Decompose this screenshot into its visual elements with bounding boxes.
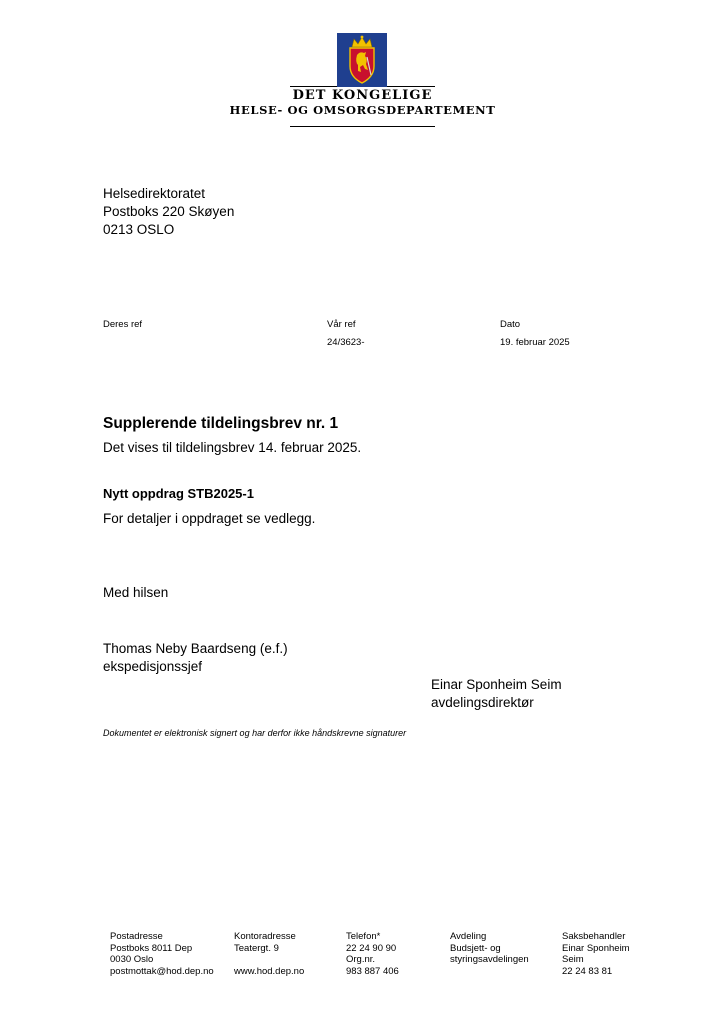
recipient-name: Helsedirektoratet: [103, 186, 206, 201]
date-label: Dato: [500, 319, 521, 330]
footer-department: [450, 931, 529, 977]
footer-cell: Seim: [562, 954, 584, 965]
signature-right: [431, 676, 562, 712]
footer-cell: Teatergt. 9: [234, 942, 279, 954]
footer-cell: Kontoradresse: [234, 931, 296, 942]
letter-title: Supplerende tildelingsbrev nr. 1: [103, 415, 339, 432]
footer-case-officer: [562, 931, 630, 977]
footer-email[interactable]: postmottak@hod.dep.no: [110, 965, 214, 977]
assignment-heading: Nytt oppdrag STB2025-1: [103, 486, 254, 501]
footer-cell: [234, 954, 304, 966]
signatory-right-title: avdelingsdirektør: [431, 695, 534, 710]
date-value: 19. februar 2025: [500, 337, 570, 348]
footer-website[interactable]: www.hod.dep.no: [234, 965, 305, 977]
signatory-left-title: ekspedisjonssjef: [103, 659, 203, 674]
footer-cell: Saksbehandler: [562, 931, 626, 942]
ministry-name-line1: DET KONGELIGE: [292, 88, 433, 103]
signatory-left-name: Thomas Neby Baardseng (e.f.): [103, 641, 288, 656]
electronic-signature-note: Dokumentet er elektronisk signert og har derfor ikke håndskrevne signaturer: [103, 728, 407, 738]
footer-cell: Postadresse: [110, 931, 163, 942]
var-ref-value: 24/3623-: [327, 337, 365, 348]
footer-cell: 22 24 90 90: [346, 942, 397, 954]
footer-cell: Postboks 8011 Dep: [110, 942, 193, 954]
footer-cell: Einar Sponheim: [562, 942, 630, 954]
signatory-right-name: Einar Sponheim Seim: [431, 677, 562, 692]
footer-cell: 0030 Oslo: [110, 954, 154, 965]
footer-postal-address: [110, 931, 214, 977]
footer-cell: Org.nr.: [346, 954, 376, 965]
deres-ref-label: Deres ref: [103, 319, 143, 330]
footer-office-address: [234, 931, 304, 977]
footer-phone: [346, 931, 399, 977]
recipient-po-box: Postboks 220 Skøyen: [103, 204, 235, 219]
footer-cell: [450, 966, 529, 978]
letter-intro: Det vises til tildelingsbrev 14. februar 2025.: [103, 440, 362, 455]
footer-cell: styringsavdelingen: [450, 954, 529, 965]
recipient-postal: 0213 OSLO: [103, 222, 175, 237]
footer-cell: Avdeling: [450, 931, 487, 942]
ministry-logo: [215, 30, 510, 130]
signature-left: [103, 640, 288, 676]
logo-rule-bottom: [290, 126, 435, 127]
closing-greeting: Med hilsen: [103, 585, 169, 600]
footer-cell: Budsjett- og: [450, 942, 501, 954]
footer-cell: 22 24 83 81: [562, 965, 613, 977]
footer-cell: Telefon*: [346, 931, 381, 942]
ministry-name-line2: HELSE- OG OMSORGSDEPARTEMENT: [229, 103, 496, 117]
recipient-address: [103, 185, 234, 239]
assignment-details: For detaljer i oppdraget se vedlegg.: [103, 511, 316, 526]
var-ref-label: Vår ref: [327, 319, 356, 330]
royal-crest-icon: [337, 33, 387, 87]
footer-cell: 983 887 406: [346, 965, 399, 977]
